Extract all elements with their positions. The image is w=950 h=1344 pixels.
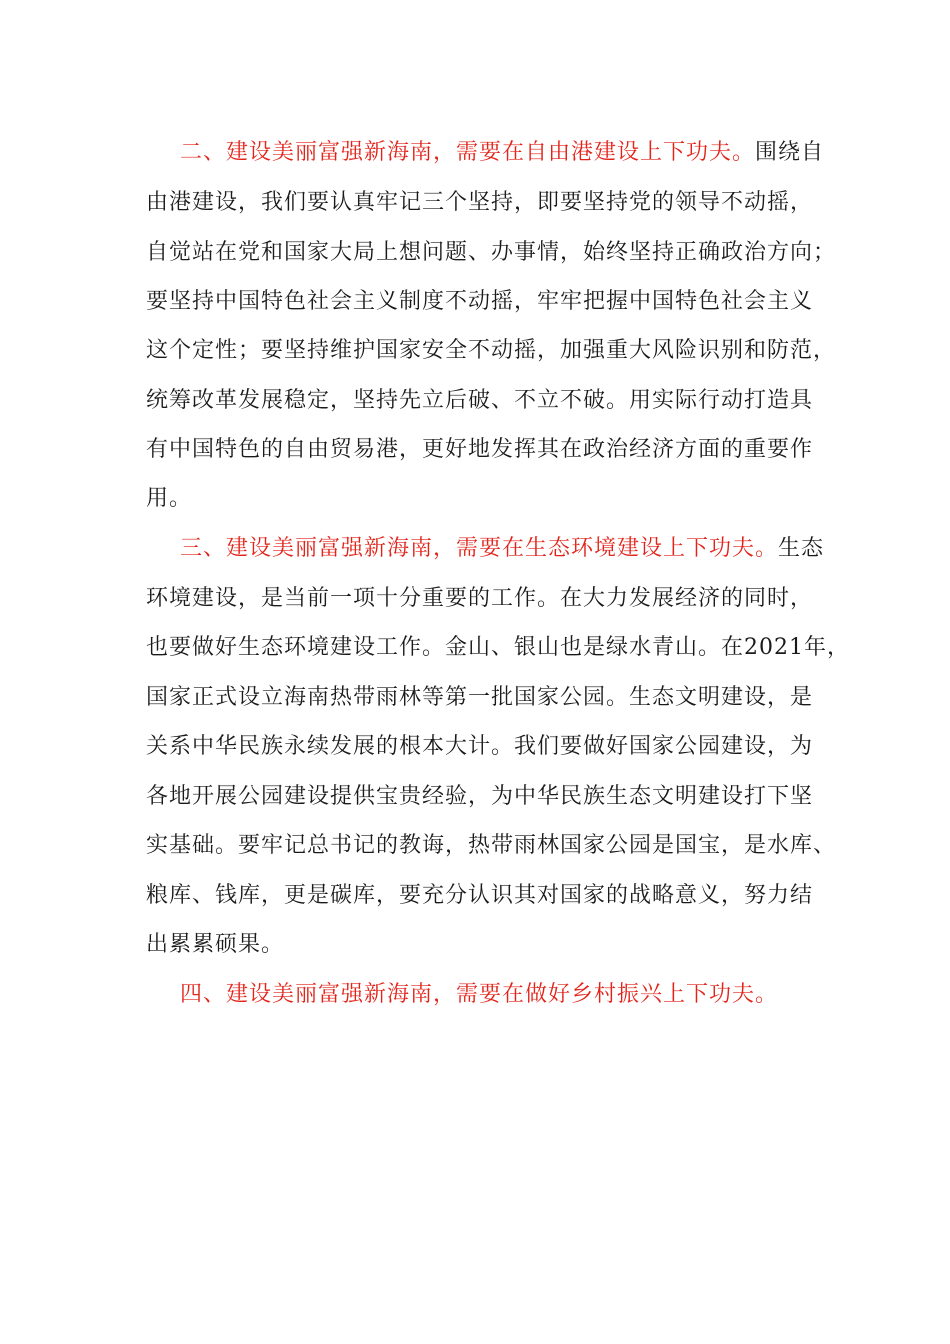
section-3-line-8: 粮库、钱库，更是碳库，要充分认识其对国家的战略意义，努力结: [146, 883, 814, 908]
section-2-line-5: 这个定性；要坚持维护国家安全不动摇，加强重大风险识别和防范，: [146, 338, 837, 363]
section-4-heading: 四、建设美丽富强新海南，需要在做好乡村振兴上下功夫。: [180, 982, 779, 1007]
section-3-line-4: 国家正式设立海南热带雨林等第一批国家公园。生态文明建设，是: [146, 685, 814, 710]
section-2-line-4: 要坚持中国特色社会主义制度不动摇，牢牢把握中国特色社会主义: [146, 289, 814, 314]
section-2-line-3: 自觉站在党和国家大局上想问题、办事情，始终坚持正确政治方向；: [146, 240, 837, 265]
section-3-line-3: 也要做好生态环境建设工作。金山、银山也是绿水青山。在2021年，: [146, 635, 850, 660]
section-3-heading: 三、建设美丽富强新海南，需要在生态环境建设上下功夫。: [180, 536, 779, 561]
section-3-line-7: 实基础。要牢记总书记的教诲，热带雨林国家公园是国宝，是水库、: [146, 833, 837, 858]
section-2-line-6: 统筹改革发展稳定，坚持先立后破、不立不破。用实际行动打造具: [146, 388, 814, 413]
section-4-line-1: [180, 980, 778, 1010]
section-2-heading: 二、建设美丽富强新海南，需要在自由港建设上下功夫。: [180, 140, 756, 165]
section-3-line-1: [180, 534, 824, 564]
section-3-line-5: 关系中华民族永续发展的根本大计。我们要做好国家公园建设，为: [146, 734, 814, 759]
section-2-line-2: 由港建设，我们要认真牢记三个坚持，即要坚持党的领导不动摇，: [146, 190, 814, 215]
section-2-text-start: 围绕自: [755, 140, 825, 165]
section-2-line-1: [180, 138, 824, 168]
section-2-line-7: 有中国特色的自由贸易港，更好地发挥其在政治经济方面的重要作: [146, 437, 814, 462]
section-3-line-9: 出累累硕果。: [146, 932, 285, 957]
section-2-line-8: 用。: [146, 486, 193, 511]
document-body: [146, 0, 850, 1344]
section-3-text-start: 生态: [778, 536, 825, 561]
section-3-line-6: 各地开展公园建设提供宝贵经验，为中华民族生态文明建设打下坚: [146, 784, 814, 809]
section-3-line-2: 环境建设，是当前一项十分重要的工作。在大力发展经济的同时，: [146, 586, 814, 611]
